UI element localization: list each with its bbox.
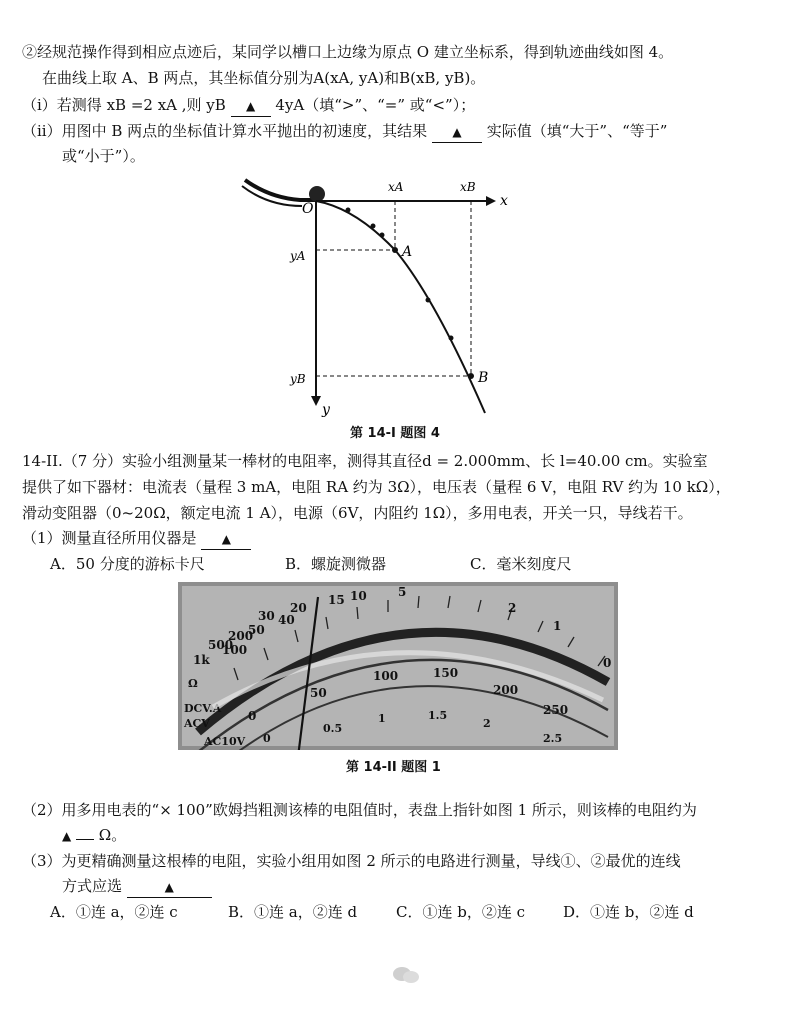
ball-icon [309,186,325,202]
answer-blank-2-1[interactable] [201,528,251,550]
dc-label-100: 100 [373,669,399,683]
part2-line-2: 提供了如下器材：电流表（量程 3 mA，电阻 RA 约为 3Ω），电压表（量程 6 V，电阻 RV 约为 10 kΩ）， [22,478,731,496]
option-2-3-b[interactable]: B．①连 a，②连 d [228,903,358,921]
blank-marker: ▲ [221,532,231,546]
question-2-2-suffix: Ω。 [98,826,127,844]
option-2-1-b[interactable]: B．螺旋测微器 [285,555,387,573]
side-label-ac10v: AC10V [204,735,246,748]
answer-blank-2-2[interactable] [76,839,94,840]
label-ya: yA [290,249,306,263]
part2-line-1: 14-II.（7 分）实验小组测量某一棒材的电阻率，测得其直径d = 2.000mm、长 l=40.00 cm。实验室 [22,452,708,470]
label-y-axis: y [322,402,330,418]
question-2-3-text: 方式应选 [62,877,123,895]
label-a: A [402,244,413,260]
figure1-caption: 第 14-II 题图 1 [346,760,441,775]
ac-label-2-5: 2.5 [543,732,563,745]
option-2-3-d[interactable]: D．①连 b，②连 d [563,903,694,921]
ohm-label-2: 2 [508,601,517,615]
figure4-caption: 第 14-I 题图 4 [350,426,440,441]
question-2-3-line-1: （3）为更精确测量这根棒的电阻，实验小组用如图 2 所示的电路进行测量，导线①、②最优的连线 [22,852,681,870]
ac-label-2: 2 [483,717,491,730]
ohm-label-1k: 1k [193,653,210,667]
ohm-label-100: 100 [222,643,248,657]
question-2-2-line-2 [62,825,126,846]
label-x-axis: x [500,193,508,209]
wechat-icon [392,965,420,988]
ohm-label-20: 20 [290,601,307,615]
blank-marker: ▲ [245,99,256,113]
trajectory-figure [230,168,530,418]
label-xa: xA [388,180,404,194]
ac-label-0-5: 0.5 [323,722,343,735]
ac-label-0: 0 [263,732,271,745]
answer-blank-2-3[interactable] [127,876,212,898]
question-ii-line-2: 或“小于”）。 [62,147,145,165]
ac-label-1: 1 [378,712,386,725]
question-2-2-line-1: （2）用多用电表的“× 100”欧姆挡粗测该棒的电阻值时，表盘上指针如图 1 所示，则该棒的电阻约为 [22,801,697,819]
ohm-label-30: 30 [258,609,275,623]
ohm-label-10: 10 [350,589,367,603]
dc-label-200: 200 [493,683,519,697]
multimeter-dial [178,582,618,750]
dc-label-150: 150 [433,666,459,680]
blank-marker: ▲ [452,125,462,139]
dc-label-250: 250 [543,703,569,717]
blank-marker: ▲ [62,829,72,843]
blank-marker: ▲ [164,880,174,894]
dc-label-50: 50 [310,686,327,700]
question-ii [22,121,667,143]
question-2-3-line-2 [62,876,212,898]
answer-blank-i[interactable] [231,95,271,117]
intro-line-2: 在曲线上取 A、B 两点，其坐标值分别为A(xA, yA)和B(xB, yB)。 [42,69,486,87]
part2-line-3: 滑动变阻器（0~20Ω，额定电流 1 A），电源（6V，内阻约 1Ω），多用电表，开关一只，导线若干。 [22,504,693,522]
ohm-label-15: 15 [328,593,345,607]
label-origin: O [302,201,314,217]
label-yb: yB [290,372,306,386]
side-label-acv: ACV [184,717,210,730]
ac-label-1-5: 1.5 [428,709,448,722]
ohm-label-1: 1 [553,619,562,633]
question-2-1 [22,528,251,550]
question-ii-suffix: 实际值（填“大于”、“等于” [486,122,668,140]
trajectory-curve [316,201,485,413]
ohm-label-40: 40 [278,613,295,627]
question-i-prefix: （i）若测得 xB =2 xA ,则 yB [22,96,226,114]
intro-line-1: ②经规范操作得到相应点迹后，某同学以槽口上边缘为原点 O 建立坐标系，得到轨迹曲线如图 4。 [22,43,674,61]
label-xb: xB [460,180,476,194]
ohm-label-5: 5 [398,585,407,599]
question-i-suffix: 4yA（填“>”、“=” 或“<”）； [275,96,476,114]
ohm-label-200: 200 [228,629,254,643]
label-b: B [478,370,489,386]
option-2-1-c[interactable]: C．毫米刻度尺 [470,555,572,573]
groove-shape [245,180,320,200]
question-i [22,95,475,117]
option-2-3-c[interactable]: C．①连 b，②连 c [396,903,526,921]
option-2-1-a[interactable]: A．50 分度的游标卡尺 [50,555,205,573]
side-label-ohm: Ω [188,677,198,690]
question-2-1-text: （1）测量直径所用仪器是 [22,529,197,547]
ohm-label-500: 500 [208,638,234,652]
ohm-label-0: 0 [603,656,612,670]
ohm-label-50: 50 [248,623,265,637]
side-label-dcva: DCV.A [184,702,222,715]
question-ii-prefix: （ii）用图中 B 两点的坐标值计算水平抛出的初速度，其结果 [22,122,428,140]
option-2-3-a[interactable]: A．①连 a，②连 c [50,903,178,921]
dc-label-0: 0 [248,709,257,723]
answer-blank-ii[interactable] [432,121,482,143]
